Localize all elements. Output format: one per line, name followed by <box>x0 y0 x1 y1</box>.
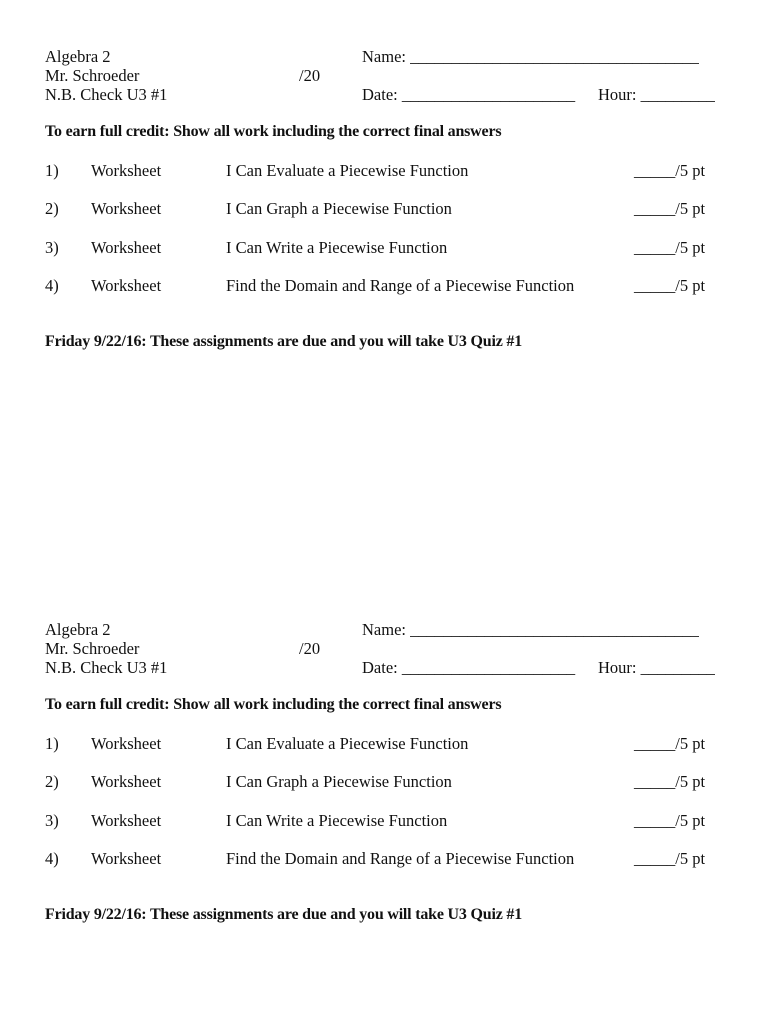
assignment-row <box>0 848 770 870</box>
assignment-number: 3) <box>45 811 59 830</box>
assignment-row <box>0 237 770 259</box>
assignment-row <box>0 733 770 755</box>
hour-field: Hour: _________ <box>598 85 715 104</box>
teacher-name: Mr. Schroeder <box>45 639 140 658</box>
assignment-number: 2) <box>45 772 59 791</box>
assignment-points: _____/5 pt <box>634 772 706 791</box>
course-name: Algebra 2 <box>45 47 111 66</box>
assignment-points: _____/5 pt <box>634 276 706 295</box>
assignment-number: 3) <box>45 238 59 257</box>
check-title: N.B. Check U3 #1 <box>45 85 168 104</box>
assignment-number: 1) <box>45 734 59 753</box>
assignment-points: _____/5 pt <box>634 161 706 180</box>
assignment-points: _____/5 pt <box>634 734 706 753</box>
total-score: /20 <box>299 639 321 658</box>
assignment-row <box>0 160 770 182</box>
assignment-points: _____/5 pt <box>634 199 706 218</box>
assignment-title: Find the Domain and Range of a Piecewise Function <box>226 276 575 295</box>
assignment-points: _____/5 pt <box>634 849 706 868</box>
check-sheet-top <box>0 0 770 400</box>
assignment-type: Worksheet <box>91 238 162 257</box>
due-note: Friday 9/22/16: These assignments are due and you will take U3 Quiz #1 <box>45 333 523 350</box>
total-score: /20 <box>299 66 321 85</box>
assignment-type: Worksheet <box>91 772 162 791</box>
assignment-title: I Can Evaluate a Piecewise Function <box>226 161 469 180</box>
assignment-type: Worksheet <box>91 734 162 753</box>
assignment-title: I Can Write a Piecewise Function <box>226 238 448 257</box>
check-title: N.B. Check U3 #1 <box>45 658 168 677</box>
teacher-name: Mr. Schroeder <box>45 66 140 85</box>
assignment-type: Worksheet <box>91 199 162 218</box>
assignment-type: Worksheet <box>91 161 162 180</box>
assignment-title: I Can Evaluate a Piecewise Function <box>226 734 469 753</box>
assignment-type: Worksheet <box>91 276 162 295</box>
assignment-points: _____/5 pt <box>634 238 706 257</box>
course-name: Algebra 2 <box>45 620 111 639</box>
assignment-number: 2) <box>45 199 59 218</box>
assignment-type: Worksheet <box>91 811 162 830</box>
assignment-title: I Can Graph a Piecewise Function <box>226 199 452 218</box>
assignment-number: 4) <box>45 276 59 295</box>
assignment-row <box>0 771 770 793</box>
assignment-row <box>0 198 770 220</box>
hour-field: Hour: _________ <box>598 658 715 677</box>
assignment-number: 4) <box>45 849 59 868</box>
date-field: Date: _____________________ <box>362 658 576 677</box>
name-field: Name: ___________________________________ <box>362 620 699 639</box>
assignment-row <box>0 275 770 297</box>
assignment-title: Find the Domain and Range of a Piecewise Function <box>226 849 575 868</box>
instructions: To earn full credit: Show all work including the correct final answers <box>45 123 502 140</box>
check-sheet-bottom <box>0 573 770 973</box>
assignment-title: I Can Write a Piecewise Function <box>226 811 448 830</box>
date-field: Date: _____________________ <box>362 85 576 104</box>
assignment-row <box>0 810 770 832</box>
name-field: Name: ___________________________________ <box>362 47 699 66</box>
assignment-title: I Can Graph a Piecewise Function <box>226 772 452 791</box>
assignment-number: 1) <box>45 161 59 180</box>
assignment-points: _____/5 pt <box>634 811 706 830</box>
instructions: To earn full credit: Show all work including the correct final answers <box>45 696 502 713</box>
assignment-type: Worksheet <box>91 849 162 868</box>
due-note: Friday 9/22/16: These assignments are due and you will take U3 Quiz #1 <box>45 906 523 923</box>
